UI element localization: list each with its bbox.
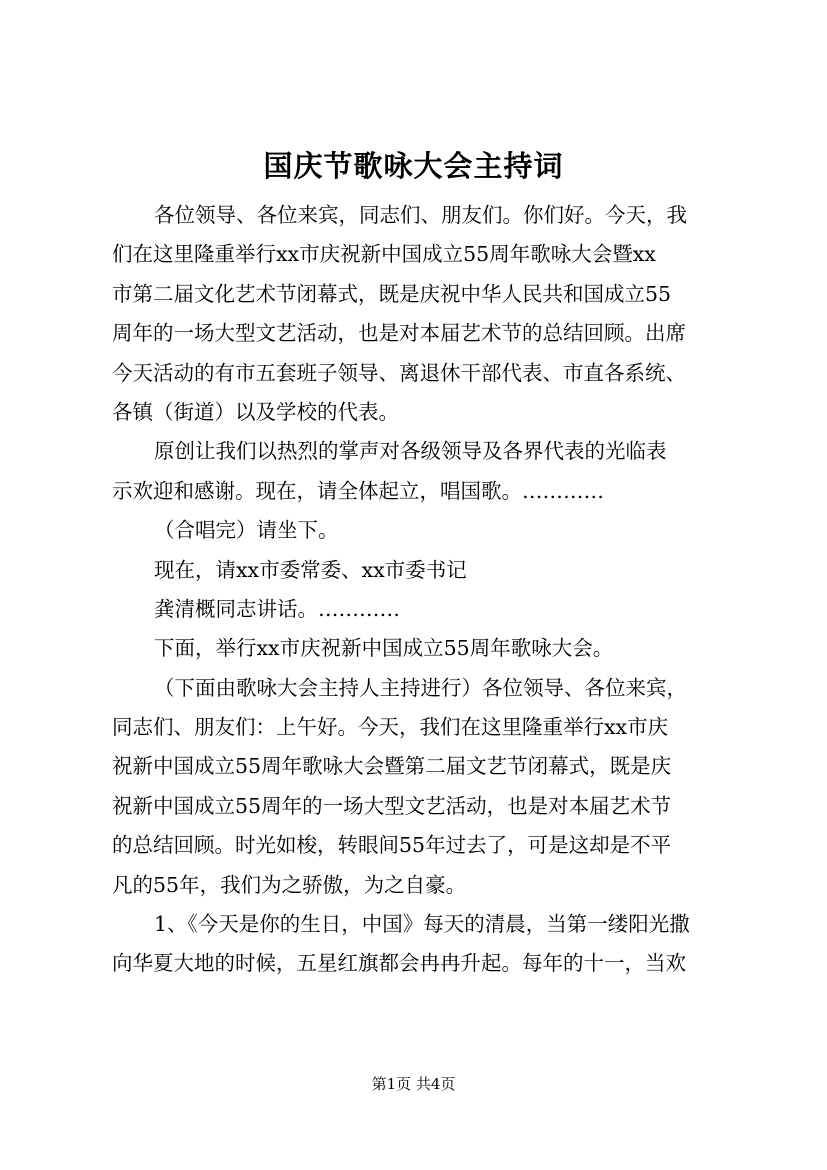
document-title: 国庆节歌咏大会主持词	[263, 149, 564, 183]
text-line: 龚清概同志讲话。…………	[154, 596, 400, 621]
text-line: 凡的55年，我们为之骄傲，为之自豪。	[112, 872, 467, 897]
text-line: 同志们、朋友们：上午好。今天，我们在这里隆重举行xx市庆	[112, 715, 669, 740]
text-line: 周年的一场大型文艺活动，也是对本届艺术节的总结回顾。出席	[112, 321, 686, 346]
text-line: 的总结回顾。时光如梭，转眼间55年过去了，可是这却是不平	[112, 833, 672, 858]
text-line: 各位领导、各位来宾，同志们、朋友们。你们好。今天，我	[154, 203, 687, 227]
text-line: 示欢迎和感谢。现在，请全体起立，唱国歌。…………	[112, 478, 604, 503]
text-line: 祝新中国成立55周年的一场大型文艺活动，也是对本届艺术节	[112, 793, 672, 818]
text-line: （合唱完）请坐下。	[154, 518, 339, 543]
text-line: 1、《今天是你的生日，中国》每天的清晨，当第一缕阳光撒	[154, 912, 690, 937]
text-line: （下面由歌咏大会主持人主持进行）各位领导、各位来宾，	[154, 675, 687, 700]
text-line: 现在，请xx市委常委、xx市委书记	[154, 557, 467, 582]
text-line: 今天活动的有市五套班子领导、离退休干部代表、市直各系统、	[112, 360, 686, 385]
text-line: 市第二届文化艺术节闭幕式，既是庆祝中华人民共和国成立55	[112, 281, 672, 306]
text-line: 们在这里隆重举行xx市庆祝新中国成立55周年歌咏大会暨xx	[112, 242, 656, 267]
text-line: 原创让我们以热烈的掌声对各级领导及各界代表的光临表	[154, 439, 667, 464]
text-line: 下面，举行xx市庆祝新中国成立55周年歌咏大会。	[154, 636, 614, 661]
document-body	[112, 196, 722, 984]
text-line: 向华夏大地的时候，五星红旗都会冉冉升起。每年的十一，当欢	[112, 951, 686, 976]
text-line: 祝新中国成立55周年歌咏大会暨第二届文艺节闭幕式，既是庆	[112, 754, 672, 779]
page-footer: 第1页 共4页	[371, 1075, 456, 1093]
text-line: 各镇（街道）以及学校的代表。	[112, 399, 399, 424]
